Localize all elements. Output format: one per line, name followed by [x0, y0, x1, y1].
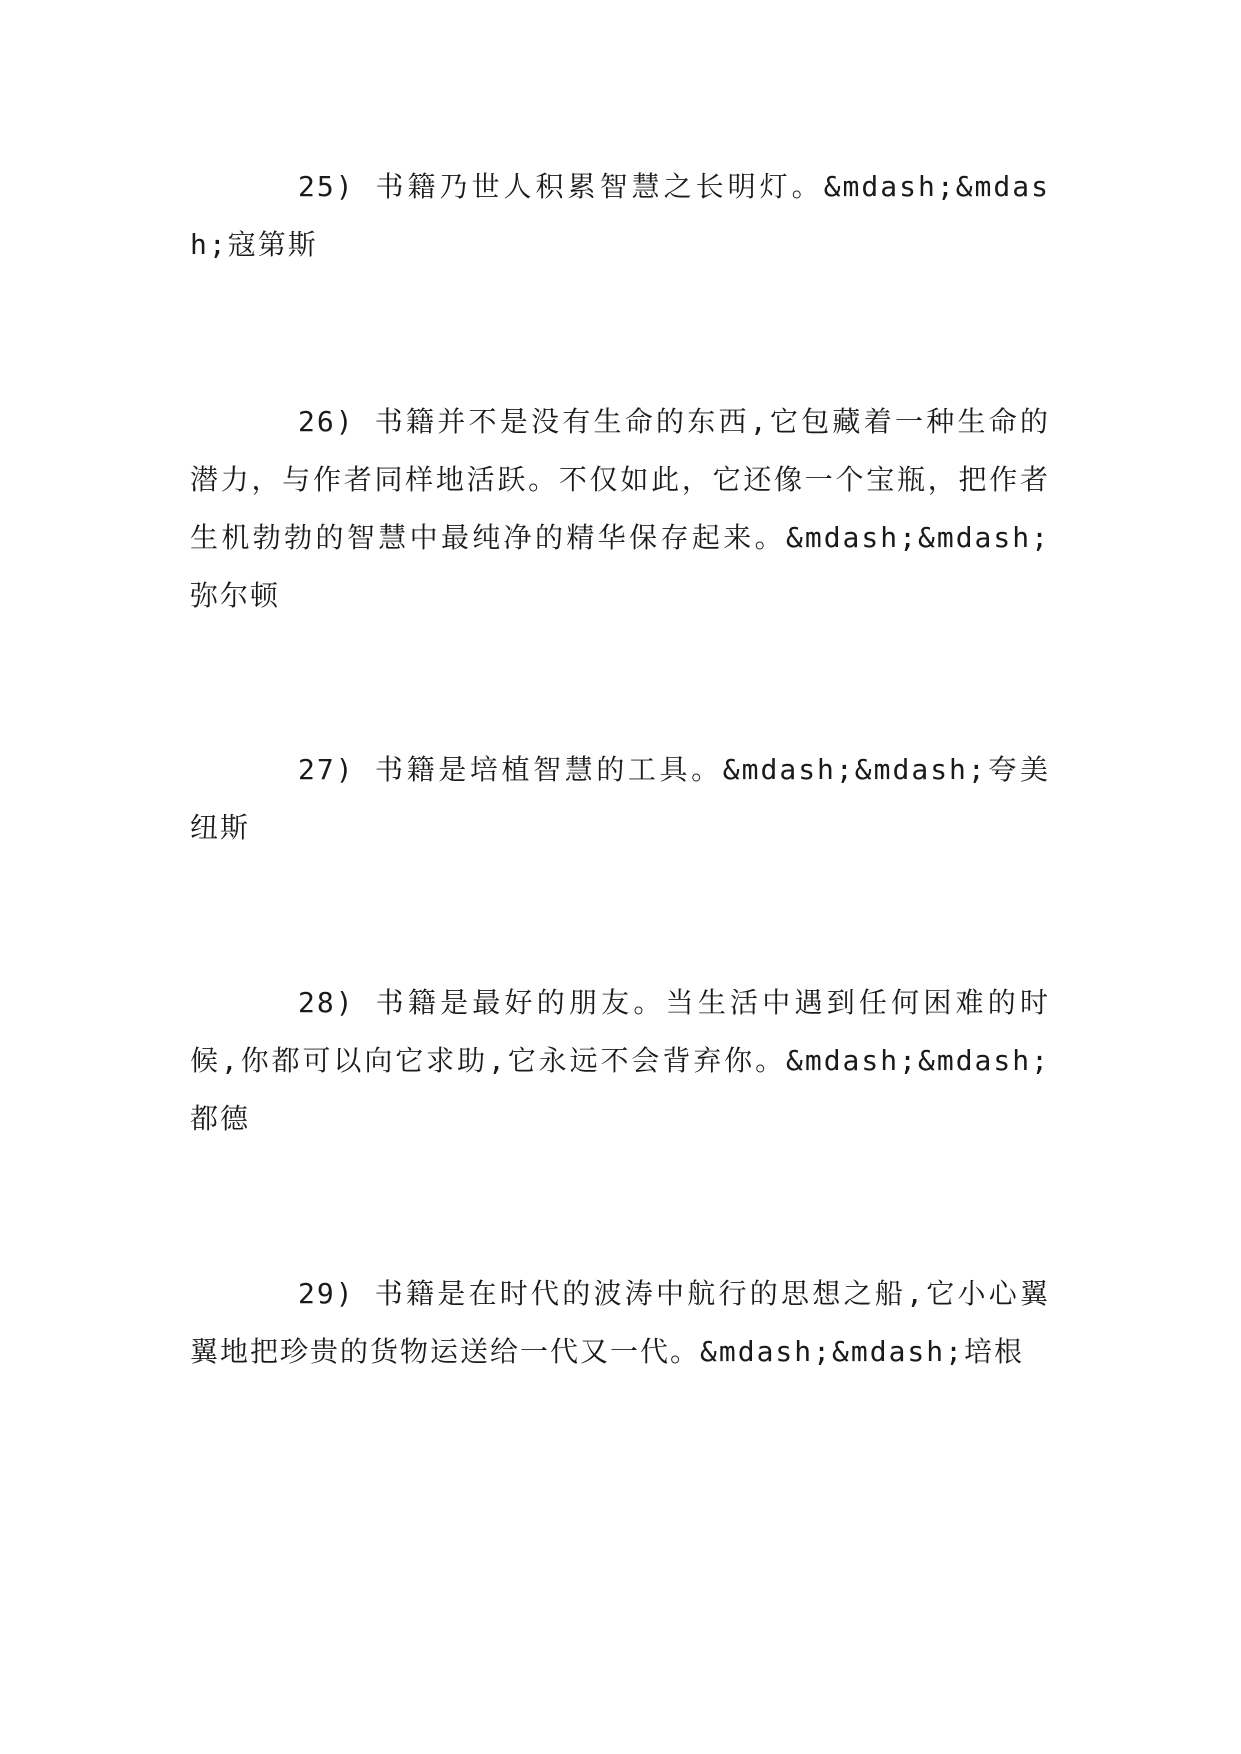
quote-25: 25) 书籍乃世人积累智慧之长明灯。&mdash;&mdash;寇第斯 [190, 170, 1050, 261]
quote-29: 29) 书籍是在时代的波涛中航行的思想之船,它小心翼翼地把珍贵的货物运送给一代又一代。&mdash;&mdash;培根 [190, 1277, 1050, 1368]
quote-26: 26) 书籍并不是没有生命的东西,它包藏着一种生命的潜力，与作者同样地活跃。不仅如此，它还像一个宝瓶，把作者生机勃勃的智慧中最纯净的精华保存起来。&mdash;&mdash;弥尔顿 [190, 405, 1050, 612]
quote-27: 27) 书籍是培植智慧的工具。&mdash;&mdash;夸美纽斯 [190, 753, 1050, 844]
quote-28: 28) 书籍是最好的朋友。当生活中遇到任何困难的时候,你都可以向它求助,它永远不会背弃你。&mdash;&mdash;都德 [190, 986, 1050, 1135]
